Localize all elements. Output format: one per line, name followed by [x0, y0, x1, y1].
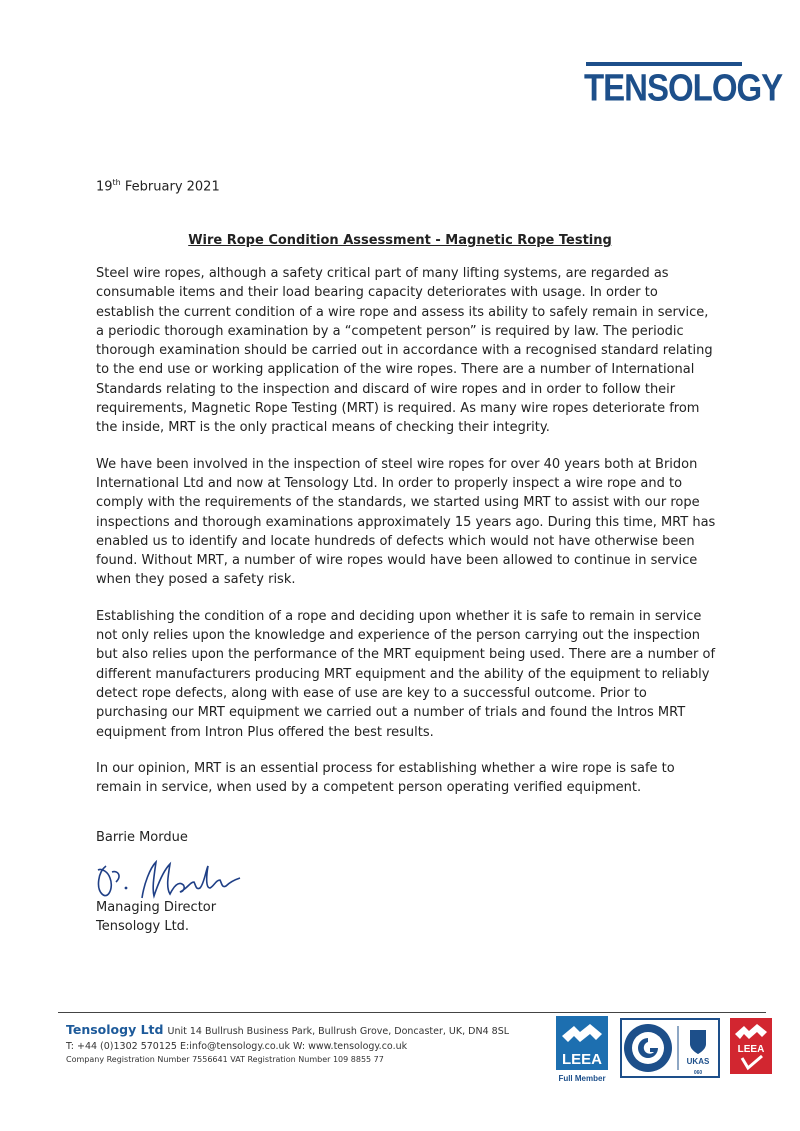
company-logo [584, 62, 783, 109]
paragraph: Steel wire ropes, although a safety critical part of many lifting systems, are regarded as consumable items and their load bearing capacity deteriorates with usage. In order to establish the current condition of a wire rope and assess its ability to safely remain in service, a periodic thorough examination by a “competent person” is required by law. The periodic thorough examination should be carried out in accordance with a recognised standard relating to the end use or working application of the wire ropes. There are a number of International Standards relating to the inspection and discard of wire ropes and in order to follow their requirements, Magnetic Rope Testing (MRT) is required. As many wire ropes deteriorate from the inside, MRT is the only practical means of checking their integrity. [96, 266, 713, 436]
leea-badge-caption: Full Member [558, 1074, 606, 1083]
letter-body [96, 264, 716, 814]
leea-badge-text: LEEA [561, 1051, 603, 1068]
leea2-badge-text: LEEA [737, 1044, 765, 1055]
paragraph: We have been involved in the inspection of steel wire ropes for over 40 years both at Bridon International Ltd and now at Tensology Ltd. In order to properly inspect a wire rope and to comply with the requirements of the standards, we started using MRT to assist with our rope inspections and thorough examinations approximately 15 years ago. During this time, MRT has enabled us to identify and locate hundreds of defects which would not have otherwise been found. Without MRT, a number of wire ropes would have been allowed to continue in service when they posed a safety risk. [96, 456, 716, 588]
date-rest: February 2021 [124, 179, 220, 195]
date-day: 19 [96, 179, 113, 195]
ukas-text: UKAS [686, 1057, 710, 1066]
signatory-title: Managing Director [96, 900, 217, 915]
footer-registration: Company Registration Number 7556641 VAT Registration Number 109 8855 77 [66, 1055, 384, 1064]
footer-address-line [66, 1022, 546, 1037]
signatory-name: Barrie Mordue [96, 830, 188, 845]
leea-full-member-badge [556, 1016, 608, 1084]
signatory-title-block [96, 898, 216, 936]
letter-heading: Wire Rope Condition Assessment - Magnetic Rope Testing [188, 233, 612, 248]
footer-address: Unit 14 Bullrush Business Park, Bullrush Grove, Doncaster, UK, DN4 8SL [167, 1026, 510, 1037]
date-suffix: th [112, 178, 121, 187]
leea-accredited-badge [730, 1018, 772, 1080]
footer-company: Tensology Ltd [66, 1022, 164, 1037]
logo-text: TENSOLOGY [584, 65, 783, 109]
signatory-company: Tensology Ltd. [96, 919, 190, 934]
footer [66, 1022, 546, 1064]
footer-divider [58, 1012, 766, 1013]
ukas-number: 060 [693, 1070, 703, 1076]
paragraph: In our opinion, MRT is an essential process for establishing whether a wire rope is safe to remain in service, when used by a competent person operating verified equipment. [96, 760, 675, 796]
tuv-ukas-certification-badge [620, 1018, 720, 1078]
footer-contact: T: +44 (0)1302 570125 E:info@tensology.co.uk W: www.tensology.co.uk [66, 1041, 408, 1052]
paragraph: Establishing the condition of a rope and deciding upon whether it is safe to remain in service not only relies upon the knowledge and experience of the person carrying out the inspection but also relies upon the performance of the MRT equipment being used. There are a number of different manufacturers producing MRT equipment and the ability of the equipment to reliably detect rope defects, along with ease of use are key to a successful outcome. Prior to purchasing our MRT equipment we carried out a number of trials and found the Intros MRT equipment from Intron Plus offered the best results. [96, 608, 716, 740]
letter-date [96, 178, 220, 194]
